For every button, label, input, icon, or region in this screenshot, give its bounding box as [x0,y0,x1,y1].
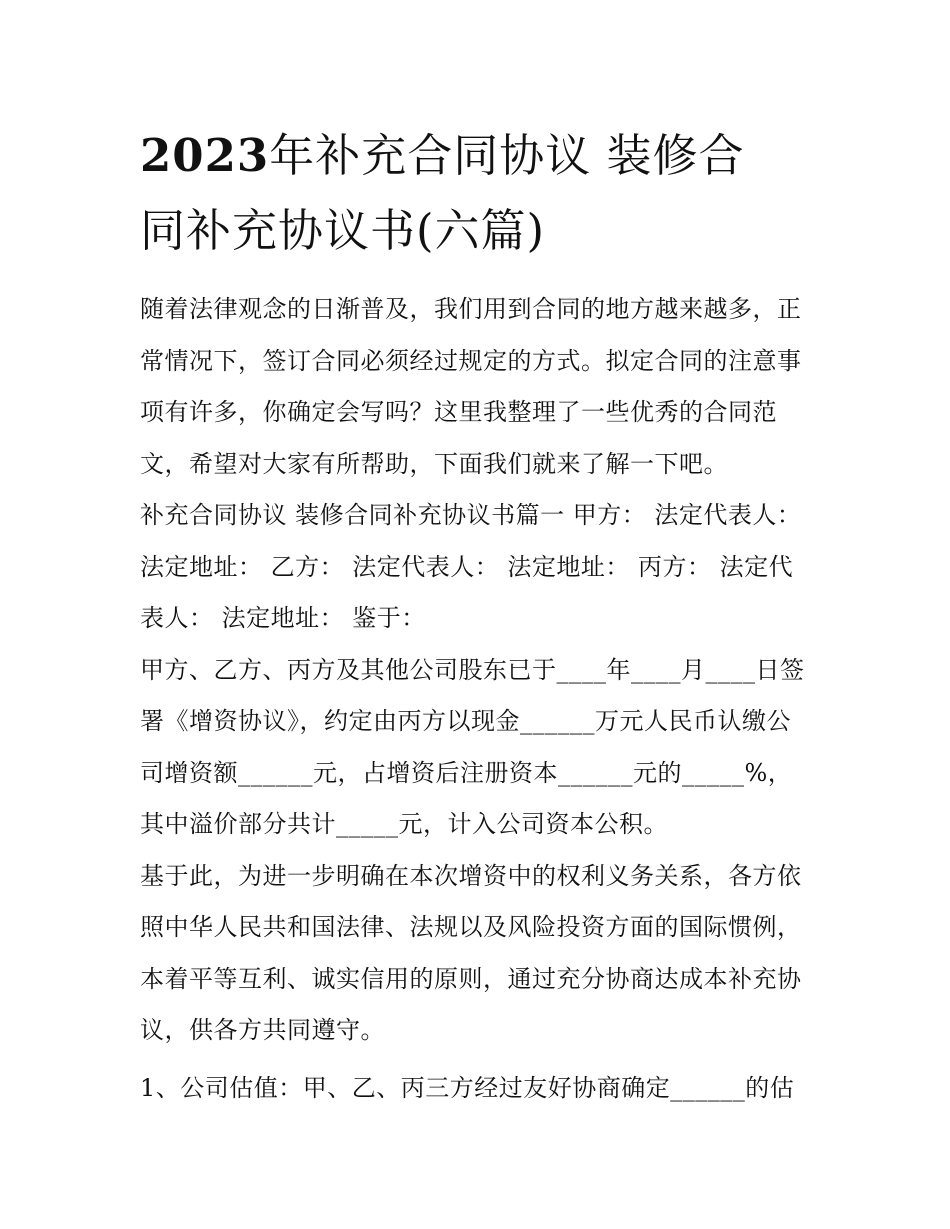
paragraph-line: 1、公司估值：甲、乙、丙三方经过友好协商确定______的估 [140,1073,795,1102]
paragraph-line: 文，希望对大家有所帮助，下面我们就来了解一下吧。 [140,449,728,478]
paragraph-line: 司增资额______元，占增资后注册资本______元的_____%， [140,758,793,787]
document-body [140,284,820,1114]
paragraph-line: 本着平等互利、诚实信用的原则，通过充分协商达成本补充协 [140,964,802,993]
paragraph-line: 甲方、乙方、丙方及其他公司股东已于____年____月____日签 [140,655,805,684]
paragraph-intro [140,284,820,490]
title-line1-rest: 年补充合同协议 装修合 [269,129,745,182]
paragraph-line: 表人： 法定地址： 鉴于： [140,604,426,632]
paragraph-line: 项有许多，你确定会写吗？这里我整理了一些优秀的合同范 [140,398,777,426]
document-title [140,118,820,268]
paragraph-clause-1 [140,1063,820,1115]
title-line2: 同补充协议书(六篇) [140,204,546,257]
paragraph-capital-increase [140,645,820,851]
paragraph-line: 随着法律观念的日渐普及，我们用到合同的地方越来越多，正 [140,295,802,323]
paragraph-line: 法定地址： 乙方： 法定代表人： 法定地址： 丙方： 法定代 [140,552,794,581]
title-year: 2023 [140,129,270,182]
paragraph-line: 议，供各方共同遵守。 [140,1016,385,1044]
paragraph-line: 照中华人民共和国法律、法规以及风险投资方面的国际惯例， [140,913,802,941]
paragraph-line: 基于此，为进一步明确在本次增资中的权利义务关系，各方依 [140,861,802,890]
paragraph-basis [140,851,820,1057]
paragraph-parties [140,490,820,645]
document-page [140,118,820,1114]
paragraph-line: 补充合同协议 装修合同补充协议书篇一 甲方： 法定代表人： [140,501,802,529]
paragraph-line: 其中溢价部分共计_____元，计入公司资本公积。 [140,810,668,838]
paragraph-line: 署《增资协议》，约定由丙方以现金______万元人民币认缴公 [140,707,791,735]
paragraph-line: 常情况下，签订合同必须经过规定的方式。拟定合同的注意事 [140,346,802,375]
